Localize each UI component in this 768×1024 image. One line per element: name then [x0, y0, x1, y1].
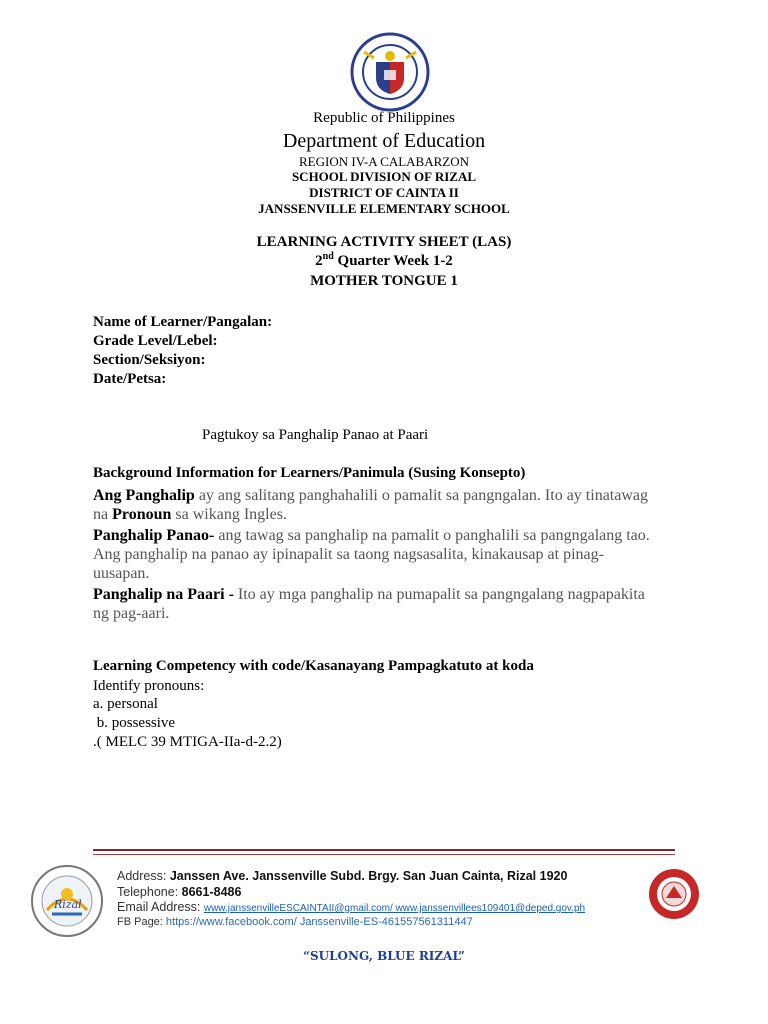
footer-divider	[93, 849, 675, 851]
term-pronoun: Pronoun	[112, 506, 172, 523]
field-name: Name of Learner/Pangalan:	[93, 314, 273, 330]
p3-text: Ito ay mga panghalip na pumapalit sa pangngalang nagpapakita ng pag-aari.	[93, 586, 645, 622]
email-link[interactable]: www.janssenvilleESCAINTAII@gmail.com/ www.janssenvillees109401@deped.gov.ph	[203, 903, 586, 914]
background-paragraph-2	[93, 526, 653, 583]
topic-title: Pagtukoy sa Panghalip Panao at Paari	[202, 427, 429, 443]
subject-line: MOTHER TONGUE 1	[310, 273, 458, 289]
term-ang-panghalip: Ang Panghalip	[93, 487, 195, 504]
republic-line: Republic of Philippines	[313, 110, 455, 126]
footer-fb	[117, 916, 473, 928]
term-panghalip-na-paari: Panghalip na Paari -	[93, 586, 234, 603]
competency-heading: Learning Competency with code/Kasanayang Pampagkatuto at koda	[93, 658, 534, 674]
field-date: Date/Petsa:	[93, 371, 167, 387]
district-line: DISTRICT OF CAINTA II	[309, 185, 459, 200]
footer-telephone	[117, 885, 241, 899]
field-grade: Grade Level/Lebel:	[93, 333, 218, 349]
footer-divider-thin	[93, 854, 675, 855]
quarter-line	[0, 253, 768, 270]
competency-line-4: .( MELC 39 MTIGA-IIa-d-2.2)	[93, 734, 282, 750]
school-logo	[648, 868, 700, 920]
background-paragraph-3	[93, 585, 653, 623]
quarter-number: 2	[315, 253, 323, 269]
school-line: JANSSENVILLE ELEMENTARY SCHOOL	[258, 201, 510, 216]
fb-link[interactable]: https://www.facebook.com/ Janssenville-ES-461557561311447	[165, 916, 473, 928]
quarter-suffix: nd	[322, 251, 334, 262]
department-line: Department of Education	[282, 130, 486, 152]
rizal-logo-text: Rizal	[54, 898, 82, 911]
address-label: Address:	[117, 869, 170, 883]
background-paragraph-1	[93, 486, 653, 524]
background-heading: Background Information for Learners/Panimula (Susing Konsepto)	[93, 465, 526, 481]
field-section: Section/Seksiyon:	[93, 352, 206, 368]
term-panghalip-panao: Panghalip Panao-	[93, 527, 215, 544]
competency-line-1: Identify pronouns:	[93, 678, 205, 694]
telephone-label: Telephone:	[117, 885, 182, 899]
quarter-rest: Quarter Week 1-2	[333, 253, 453, 269]
footer-email	[117, 900, 585, 914]
p1-text-b: sa wikang Ingles.	[171, 506, 287, 523]
p1-text-a: ay ang salitang panghahalili o pamalit sa pangngalan. Ito ay tinatawag na	[93, 487, 648, 523]
email-label: Email Address:	[117, 900, 204, 914]
p2-text: ang tawag sa panghalip na pamalit o panghalili sa pangngalang tao. Ang panghalip na panao ay ipinapalit sa taong nagsasalita, kinakausap at pinag-uusapan.	[93, 527, 650, 582]
address-value: Janssen Ave. Janssenville Subd. Brgy. San Juan Cainta, Rizal 1920	[169, 869, 568, 883]
footer-address	[117, 869, 567, 883]
telephone-value: 8661-8486	[181, 885, 242, 899]
competency-line-3: b. possessive	[93, 715, 176, 731]
deped-seal	[350, 32, 430, 112]
division-line: SCHOOL DIVISION OF RIZAL	[291, 169, 477, 184]
motto: “SULONG, BLUE RIZAL”	[303, 949, 465, 963]
las-title: LEARNING ACTIVITY SHEET (LAS)	[256, 234, 512, 250]
competency-line-2: a. personal	[93, 696, 158, 712]
fb-label: FB Page:	[117, 916, 166, 928]
region-line: REGION IV-A CALABARZON	[299, 154, 469, 169]
